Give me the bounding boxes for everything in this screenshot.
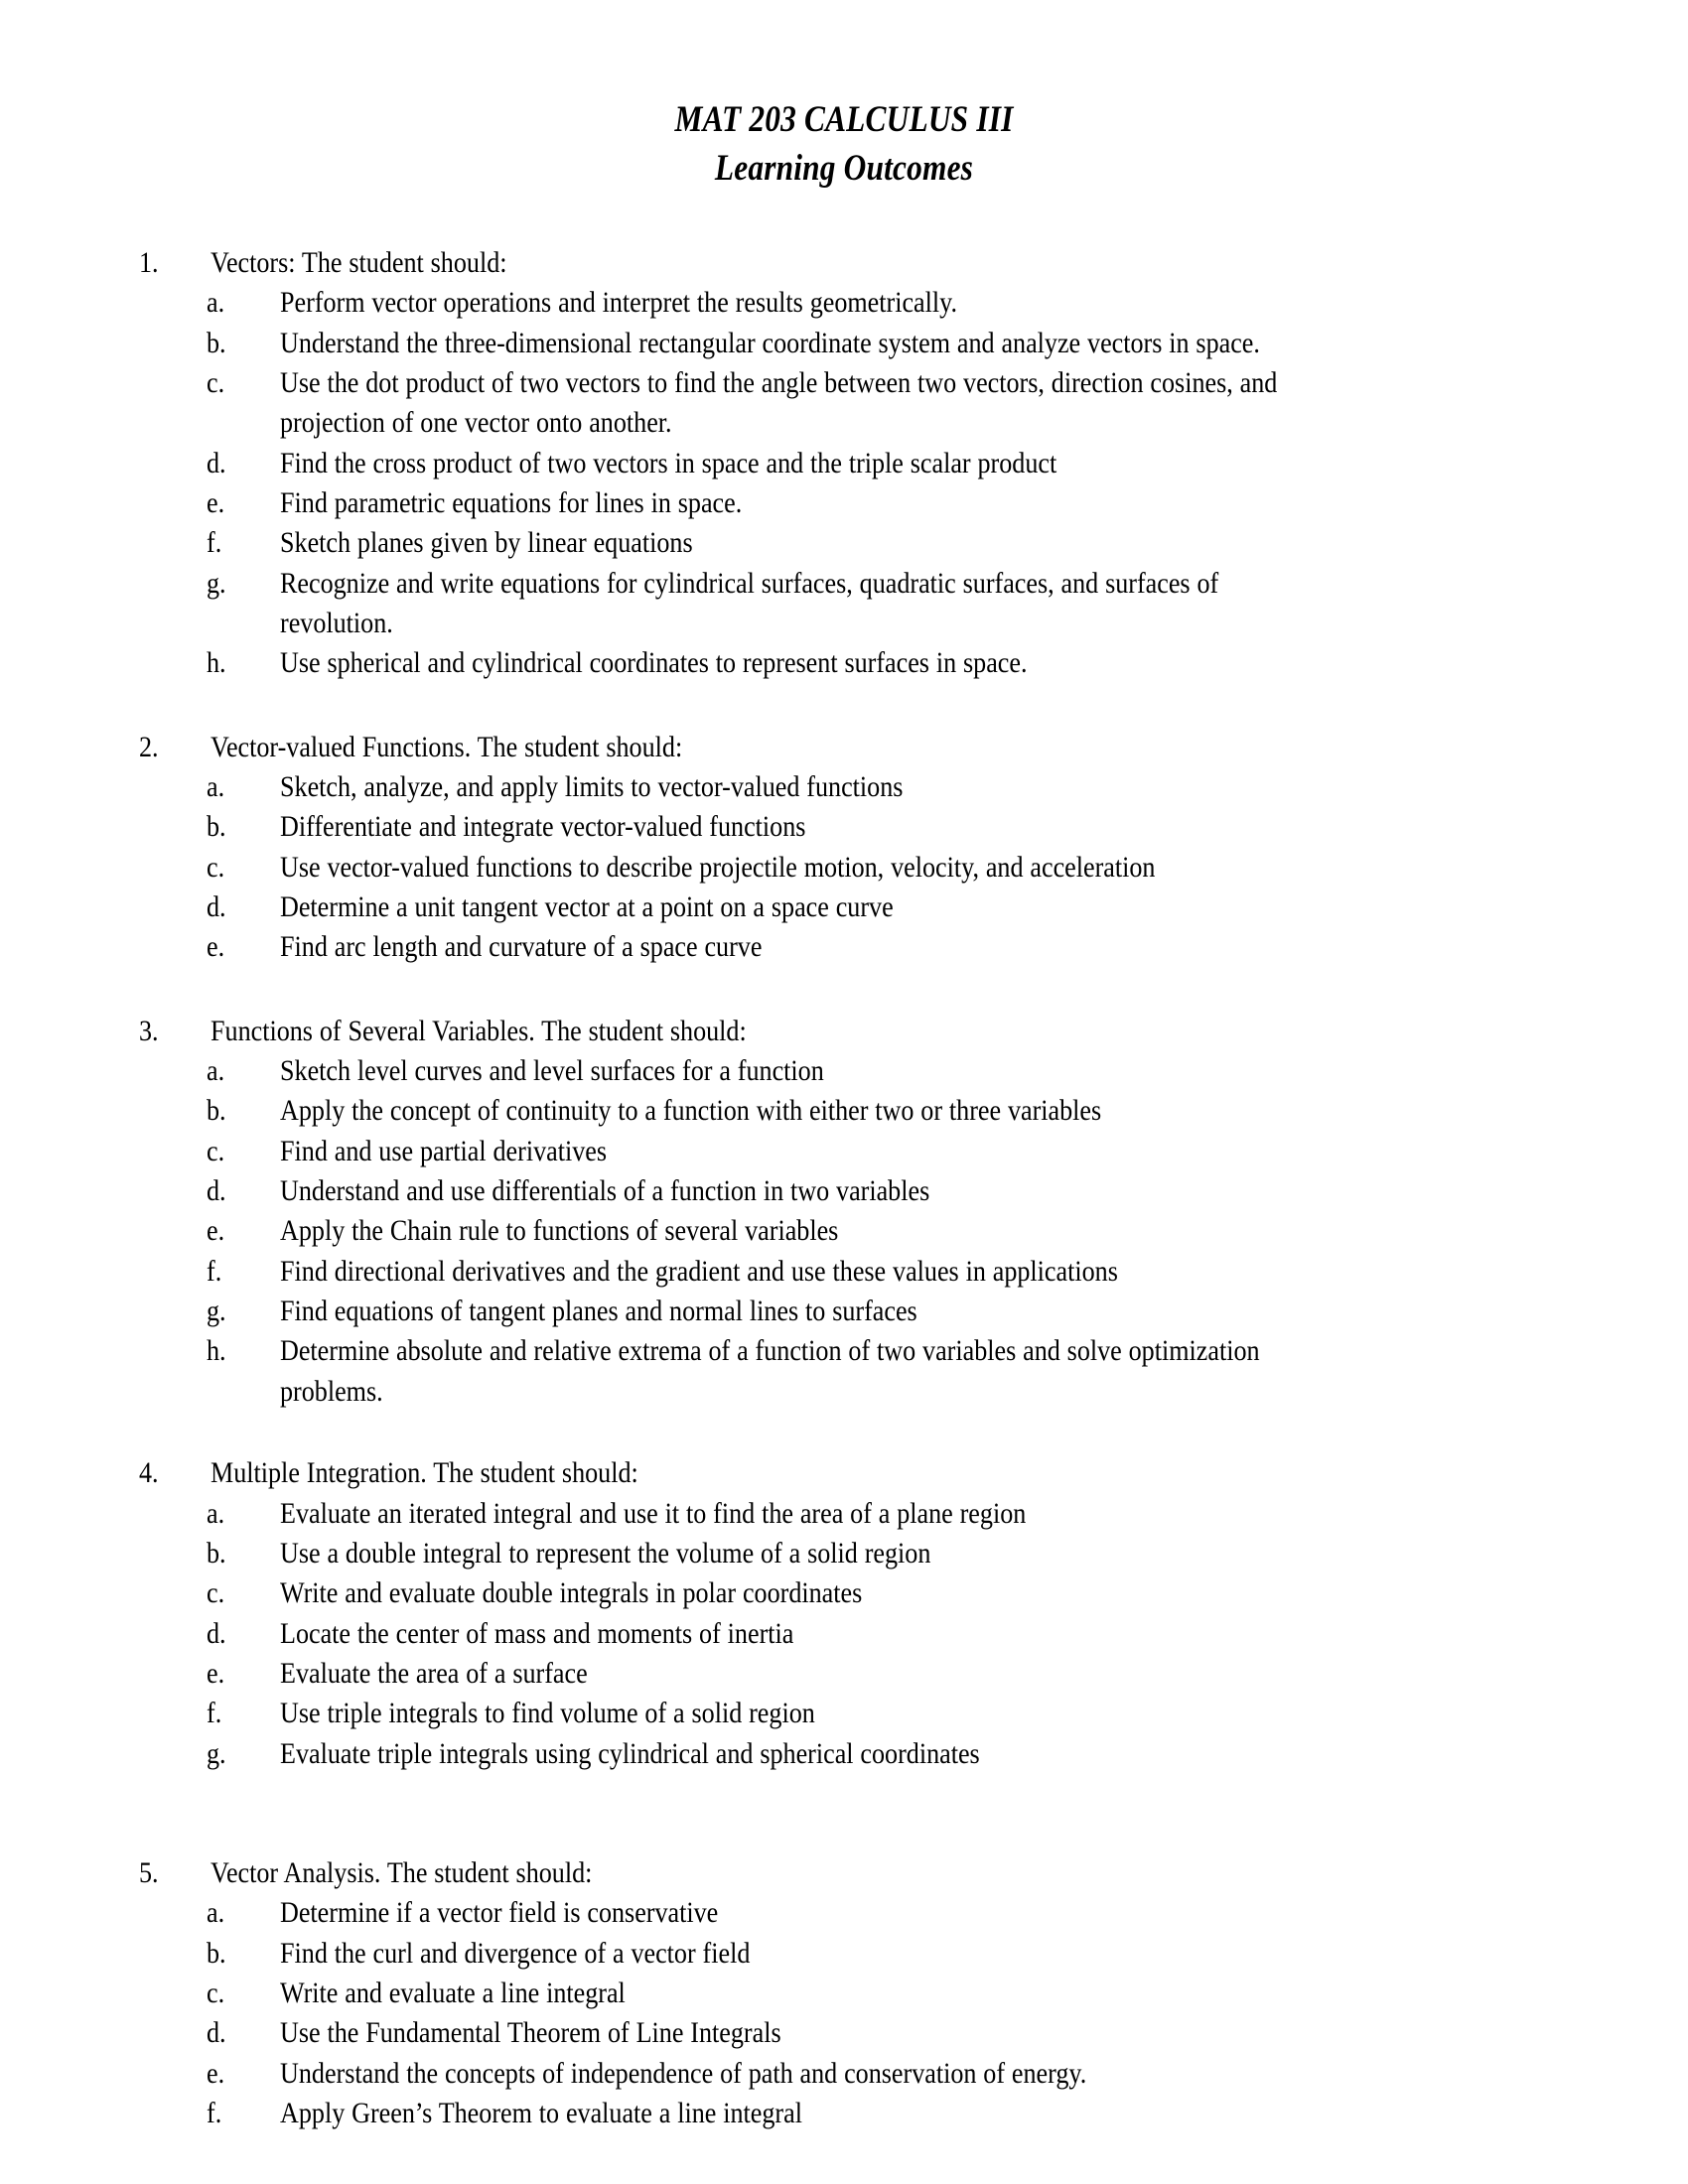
item-text: Evaluate an iterated integral and use it to find the area of a plane region	[280, 1496, 1027, 1530]
item-text: Find the curl and divergence of a vector field	[280, 1936, 751, 1970]
page-subtitle: Learning Outcomes	[714, 147, 974, 189]
list-item	[0, 2054, 1688, 2094]
section-1-items	[0, 283, 1688, 683]
item-text: Write and evaluate double integrals in polar coordinates	[280, 1576, 863, 1610]
item-letter: f.	[207, 1254, 222, 1288]
list-item	[0, 1934, 1688, 1974]
item-letter: a.	[207, 1054, 225, 1088]
item-text: Sketch level curves and level surfaces for a function	[280, 1054, 824, 1088]
list-item	[0, 2094, 1688, 2133]
section-4	[0, 1453, 1688, 1774]
list-item	[0, 848, 1688, 887]
section-heading-row	[0, 1453, 1688, 1493]
section-number: 2.	[139, 730, 159, 763]
item-text: Find and use partial derivatives	[280, 1134, 608, 1167]
item-letter: c.	[207, 850, 225, 884]
list-item	[0, 1614, 1688, 1654]
item-letter: f.	[207, 2096, 222, 2129]
item-text: Find directional derivatives and the gradient and use these values in applications	[280, 1254, 1118, 1288]
item-text: Apply Green’s Theorem to evaluate a line integral	[280, 2096, 802, 2129]
item-letter: b.	[207, 1094, 226, 1128]
item-letter: f.	[207, 526, 222, 560]
list-item	[0, 1654, 1688, 1694]
item-text: Determine absolute and relative extrema of a function of two variables and solve optimization problems.	[280, 1334, 1260, 1408]
item-letter: d.	[207, 446, 226, 479]
list-item	[0, 1331, 1688, 1412]
list-item	[0, 887, 1688, 927]
item-letter: h.	[207, 646, 226, 680]
item-letter: g.	[207, 566, 226, 600]
item-letter: b.	[207, 1536, 226, 1570]
section-number: 4.	[139, 1456, 159, 1490]
item-letter: c.	[207, 1976, 225, 2009]
item-text: Understand the three-dimensional rectangular coordinate system and analyze vectors in space.	[280, 326, 1260, 359]
item-letter: d.	[207, 890, 226, 924]
section-3-items	[0, 1051, 1688, 1412]
section-1	[0, 243, 1688, 684]
section-spacer	[0, 684, 1688, 728]
item-text: Understand the concepts of independence of path and conservation of energy.	[280, 2056, 1087, 2090]
list-item	[0, 1292, 1688, 1331]
item-text: Sketch planes given by linear equations	[280, 526, 693, 560]
item-text: Use the dot product of two vectors to find the angle between two vectors, direction cosines, and projection of one vector onto another.	[280, 365, 1278, 440]
item-letter: g.	[207, 1295, 226, 1328]
list-item	[0, 927, 1688, 967]
item-text: Evaluate the area of a surface	[280, 1656, 588, 1690]
list-item	[0, 1974, 1688, 2013]
item-text: Use triple integrals to find volume of a solid region	[280, 1697, 815, 1730]
item-letter: e.	[207, 485, 225, 519]
item-text: Use the Fundamental Theorem of Line Integrals	[280, 2016, 781, 2050]
list-item	[0, 1494, 1688, 1534]
list-item	[0, 1694, 1688, 1733]
item-text: Recognize and write equations for cylindrical surfaces, quadratic surfaces, and surfaces of revolution.	[280, 566, 1219, 639]
list-item	[0, 2013, 1688, 2053]
list-item	[0, 1132, 1688, 1171]
item-letter: d.	[207, 1174, 226, 1208]
list-item	[0, 807, 1688, 847]
list-item	[0, 523, 1688, 563]
item-letter: g.	[207, 1736, 226, 1770]
item-text: Perform vector operations and interpret the results geometrically.	[280, 286, 958, 320]
item-letter: e.	[207, 1214, 225, 1248]
list-item	[0, 1171, 1688, 1211]
list-item	[0, 1091, 1688, 1131]
item-letter: e.	[207, 2056, 225, 2090]
item-text: Find parametric equations for lines in space.	[280, 485, 743, 519]
list-item	[0, 1051, 1688, 1091]
section-4-items	[0, 1494, 1688, 1774]
item-text: Sketch, analyze, and apply limits to vector-valued functions	[280, 770, 904, 803]
section-heading: Vectors: The student should:	[211, 245, 507, 279]
item-letter: f.	[207, 1697, 222, 1730]
section-heading-row	[0, 728, 1688, 767]
section-2	[0, 728, 1688, 968]
section-spacer	[0, 1774, 1688, 1853]
item-letter: c.	[207, 1576, 225, 1610]
item-letter: b.	[207, 1936, 226, 1970]
list-item	[0, 283, 1688, 323]
item-text: Use spherical and cylindrical coordinates to represent surfaces in space.	[280, 646, 1028, 680]
list-item	[0, 1573, 1688, 1613]
item-letter: e.	[207, 930, 225, 964]
item-text: Write and evaluate a line integral	[280, 1976, 626, 2009]
section-spacer	[0, 1412, 1688, 1453]
list-item	[0, 564, 1688, 644]
list-item	[0, 1893, 1688, 1933]
section-heading-row	[0, 243, 1688, 283]
item-letter: h.	[207, 1334, 226, 1368]
section-heading: Multiple Integration. The student should:	[211, 1456, 638, 1490]
list-item	[0, 1211, 1688, 1251]
item-letter: a.	[207, 286, 225, 320]
list-item	[0, 767, 1688, 807]
section-number: 3.	[139, 1014, 159, 1047]
item-letter: e.	[207, 1656, 225, 1690]
section-heading-row	[0, 1012, 1688, 1051]
item-letter: a.	[207, 1496, 225, 1530]
item-letter: d.	[207, 2016, 226, 2050]
item-text: Differentiate and integrate vector-valued functions	[280, 810, 806, 844]
list-item	[0, 1252, 1688, 1292]
item-text: Determine a unit tangent vector at a point on a space curve	[280, 890, 894, 924]
item-text: Find arc length and curvature of a space curve	[280, 930, 763, 964]
page-title: MAT 203 CALCULUS III	[674, 98, 1014, 139]
list-item	[0, 444, 1688, 483]
list-item	[0, 363, 1688, 444]
section-number: 5.	[139, 1855, 159, 1889]
item-text: Use a double integral to represent the volume of a solid region	[280, 1536, 931, 1570]
list-item	[0, 1534, 1688, 1573]
item-letter: a.	[207, 1896, 225, 1930]
item-letter: b.	[207, 326, 226, 359]
section-heading: Functions of Several Variables. The student should:	[211, 1014, 747, 1047]
item-letter: b.	[207, 810, 226, 844]
list-item	[0, 1734, 1688, 1774]
item-text: Apply the Chain rule to functions of several variables	[280, 1214, 839, 1248]
item-text: Find the cross product of two vectors in space and the triple scalar product	[280, 446, 1057, 479]
item-letter: c.	[207, 365, 225, 399]
item-text: Apply the concept of continuity to a function with either two or three variables	[280, 1094, 1102, 1128]
section-3	[0, 1012, 1688, 1412]
section-spacer	[0, 968, 1688, 1012]
document-header	[0, 0, 1688, 192]
item-letter: a.	[207, 770, 225, 803]
item-text: Locate the center of mass and moments of inertia	[280, 1616, 794, 1650]
section-heading: Vector Analysis. The student should:	[211, 1855, 593, 1889]
item-text: Determine if a vector field is conservative	[280, 1896, 719, 1930]
section-heading-row	[0, 1853, 1688, 1893]
list-item	[0, 324, 1688, 363]
section-number: 1.	[139, 245, 159, 279]
item-letter: c.	[207, 1134, 225, 1167]
section-2-items	[0, 767, 1688, 968]
item-text: Find equations of tangent planes and normal lines to surfaces	[280, 1295, 917, 1328]
item-text: Evaluate triple integrals using cylindrical and spherical coordinates	[280, 1736, 980, 1770]
section-heading: Vector-valued Functions. The student should:	[211, 730, 683, 763]
list-item	[0, 483, 1688, 523]
item-text: Use vector-valued functions to describe projectile motion, velocity, and acceleration	[280, 850, 1156, 884]
section-5	[0, 1853, 1688, 2133]
list-item	[0, 643, 1688, 683]
learning-outcomes-outline	[0, 243, 1688, 2133]
item-text: Understand and use differentials of a function in two variables	[280, 1174, 930, 1208]
item-letter: d.	[207, 1616, 226, 1650]
section-5-items	[0, 1893, 1688, 2133]
